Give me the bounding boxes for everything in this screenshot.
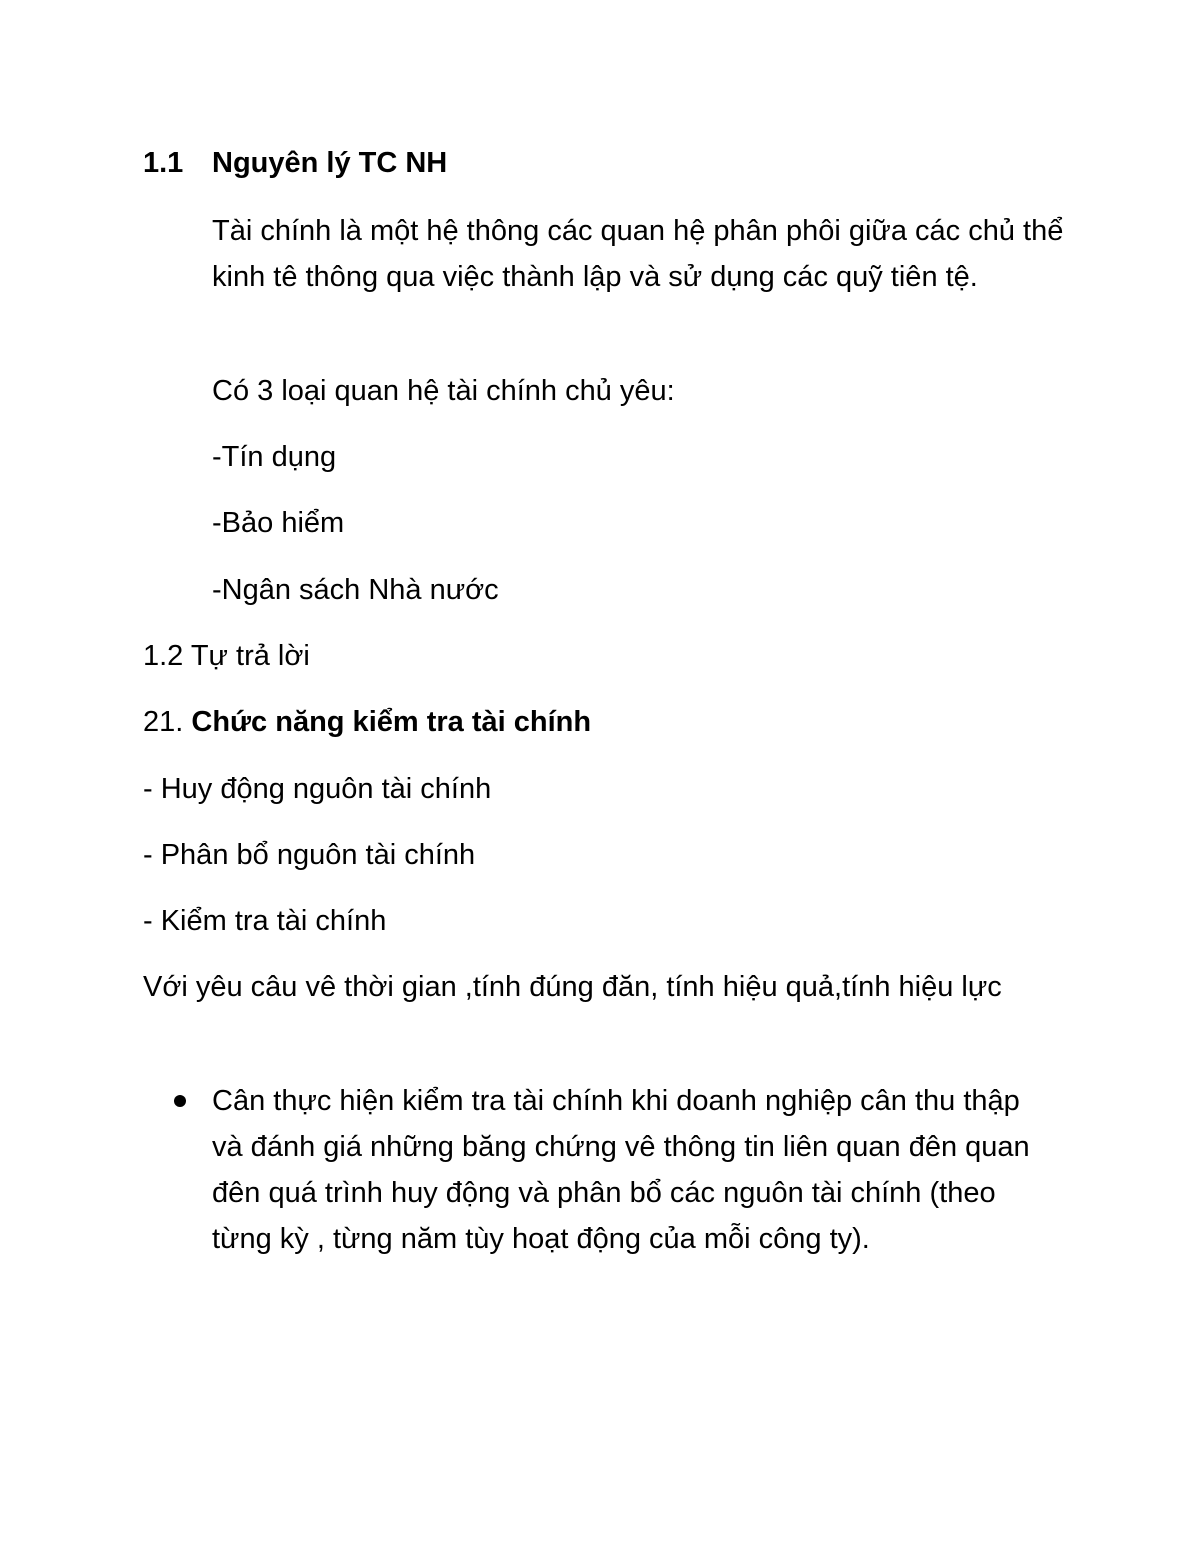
types-item: -Ngân sách Nhà nước xyxy=(212,574,499,606)
requirements-paragraph: Với yêu câu vê thời gian ,tính đúng đăn, tính hiệu quả,tính hiệu lực xyxy=(143,971,1002,1003)
types-item: -Tín dụng xyxy=(212,441,337,473)
section-title xyxy=(212,146,447,180)
types-intro: Có 3 loại quan hệ tài chính chủ yêu: xyxy=(212,375,675,407)
bullet-icon xyxy=(174,1095,186,1107)
function-item: - Kiểm tra tài chính xyxy=(143,905,387,937)
section-title-text: Nguyên lý TC NH xyxy=(212,147,448,179)
function-item: - Huy động nguôn tài chính xyxy=(143,773,492,805)
section-heading-1-2: 1.2 Tự trả lời xyxy=(143,640,310,672)
definition-paragraph: Tài chính là một hệ thông các quan hệ phân phôi giữa các chủ thể kinh tê thông qua việc thành lập và sử dụng các quỹ tiên tệ. xyxy=(212,215,1064,293)
section-heading-21 xyxy=(143,705,591,739)
section-number: 21. xyxy=(143,706,184,738)
section-title: Chức năng kiểm tra tài chính xyxy=(191,706,592,738)
function-item: - Phân bổ nguôn tài chính xyxy=(143,839,476,871)
section-heading-1-1 xyxy=(143,146,183,180)
types-item: -Bảo hiểm xyxy=(212,507,345,539)
bullet-paragraph: Cân thực hiện kiểm tra tài chính khi doanh nghiệp cân thu thập và đánh giá những băng chứng vê thông tin liên quan đên quan đên quá trình huy động và phân bổ các nguôn tài chính (theo từng kỳ , từng năm tùy hoạt động của mỗi công ty). xyxy=(212,1085,1030,1255)
section-number: 1.1 xyxy=(143,147,184,179)
